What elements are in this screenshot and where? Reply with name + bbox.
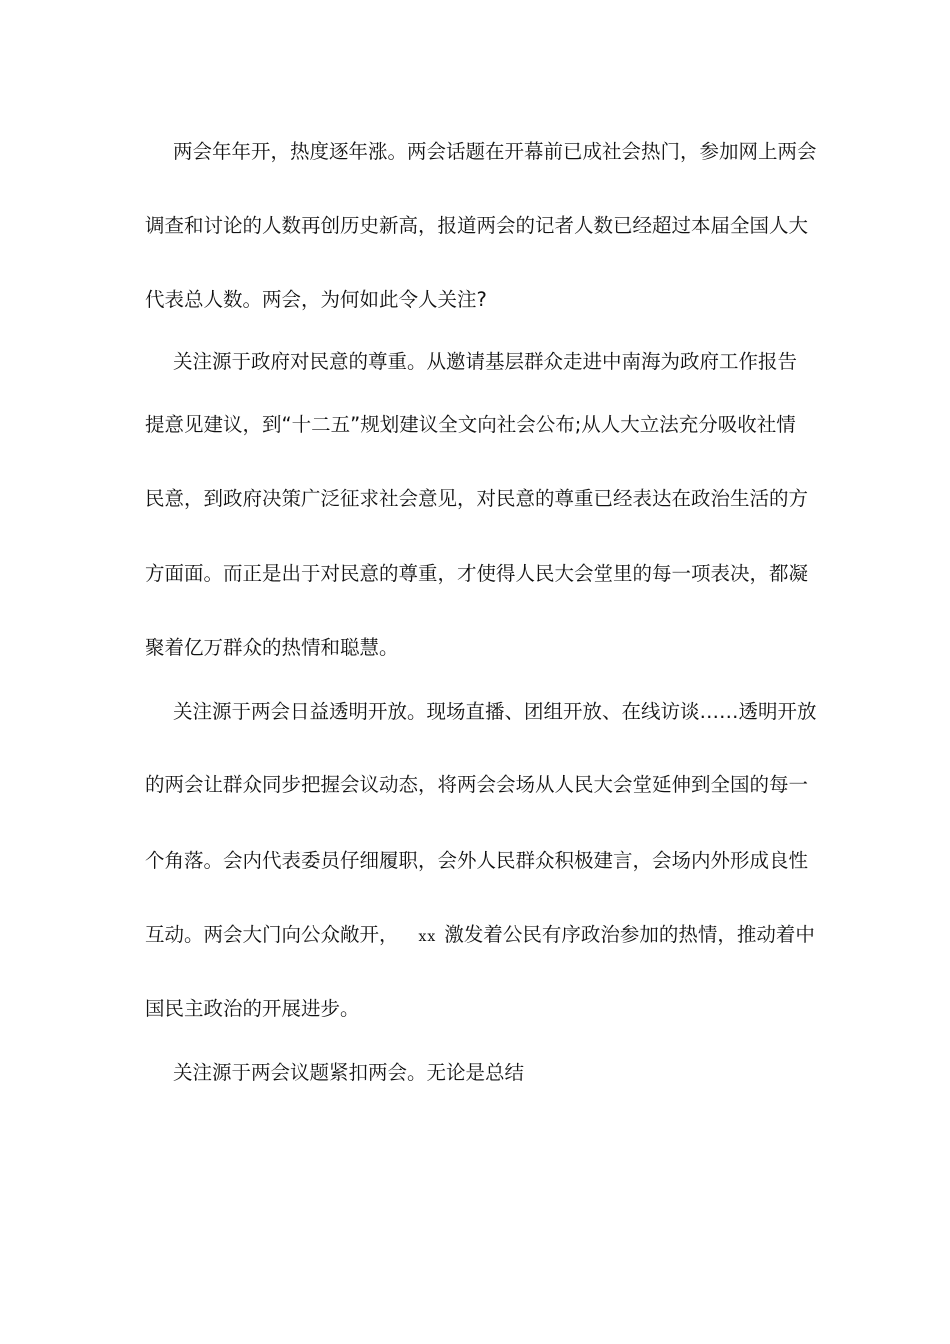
paragraph-3-line-4-start: 互动。两会大门向公众敞开， [145,923,399,946]
paragraph-2-line-4: 方面面。而正是出于对民意的尊重，才使得人民大会堂里的每一项表决，都凝 [145,562,809,585]
paragraph-3-line-4 [145,922,815,950]
paragraph-1-line-3: 代表总人数。两会，为何如此令人关注? [145,288,487,311]
paragraph-2-line-1: 关注源于政府对民意的尊重。从邀请基层群众走进中南海为政府工作报告 [173,350,798,373]
paragraph-1-line-2: 调查和讨论的人数再创历史新高，报道两会的记者人数已经超过本届全国人大 [145,214,809,237]
paragraph-4-line-1: 关注源于两会议题紧扣两会。无论是总结 [173,1061,525,1084]
paragraph-1-line-1: 两会年年开，热度逐年涨。两会话题在开幕前已成社会热门，参加网上两会 [173,140,817,163]
paragraph-3-line-2: 的两会让群众同步把握会议动态，将两会会场从人民大会堂延伸到全国的每一 [145,773,809,796]
paragraph-2-line-5: 聚着亿万群众的热情和聪慧。 [145,636,399,659]
paragraph-3-line-3: 个角落。会内代表委员仔细履职，会外人民群众积极建言，会场内外形成良性 [145,849,809,872]
paragraph-3-line-1: 关注源于两会日益透明开放。现场直播、团组开放、在线访谈……透明开放 [173,700,817,723]
paragraph-3-line-5: 国民主政治的开展进步。 [145,997,360,1020]
redaction-mark: xx [418,929,437,945]
paragraph-2-line-3: 民意，到政府决策广泛征求社会意见，对民意的尊重已经表达在政治生活的方 [145,487,809,510]
paragraph-2-line-2: 提意见建议，到“十二五”规划建议全文向社会公布;从人大立法充分吸收社情 [145,413,796,436]
paragraph-3-line-4-end: 激发着公民有序政治参加的热情，推动着中 [444,923,815,946]
